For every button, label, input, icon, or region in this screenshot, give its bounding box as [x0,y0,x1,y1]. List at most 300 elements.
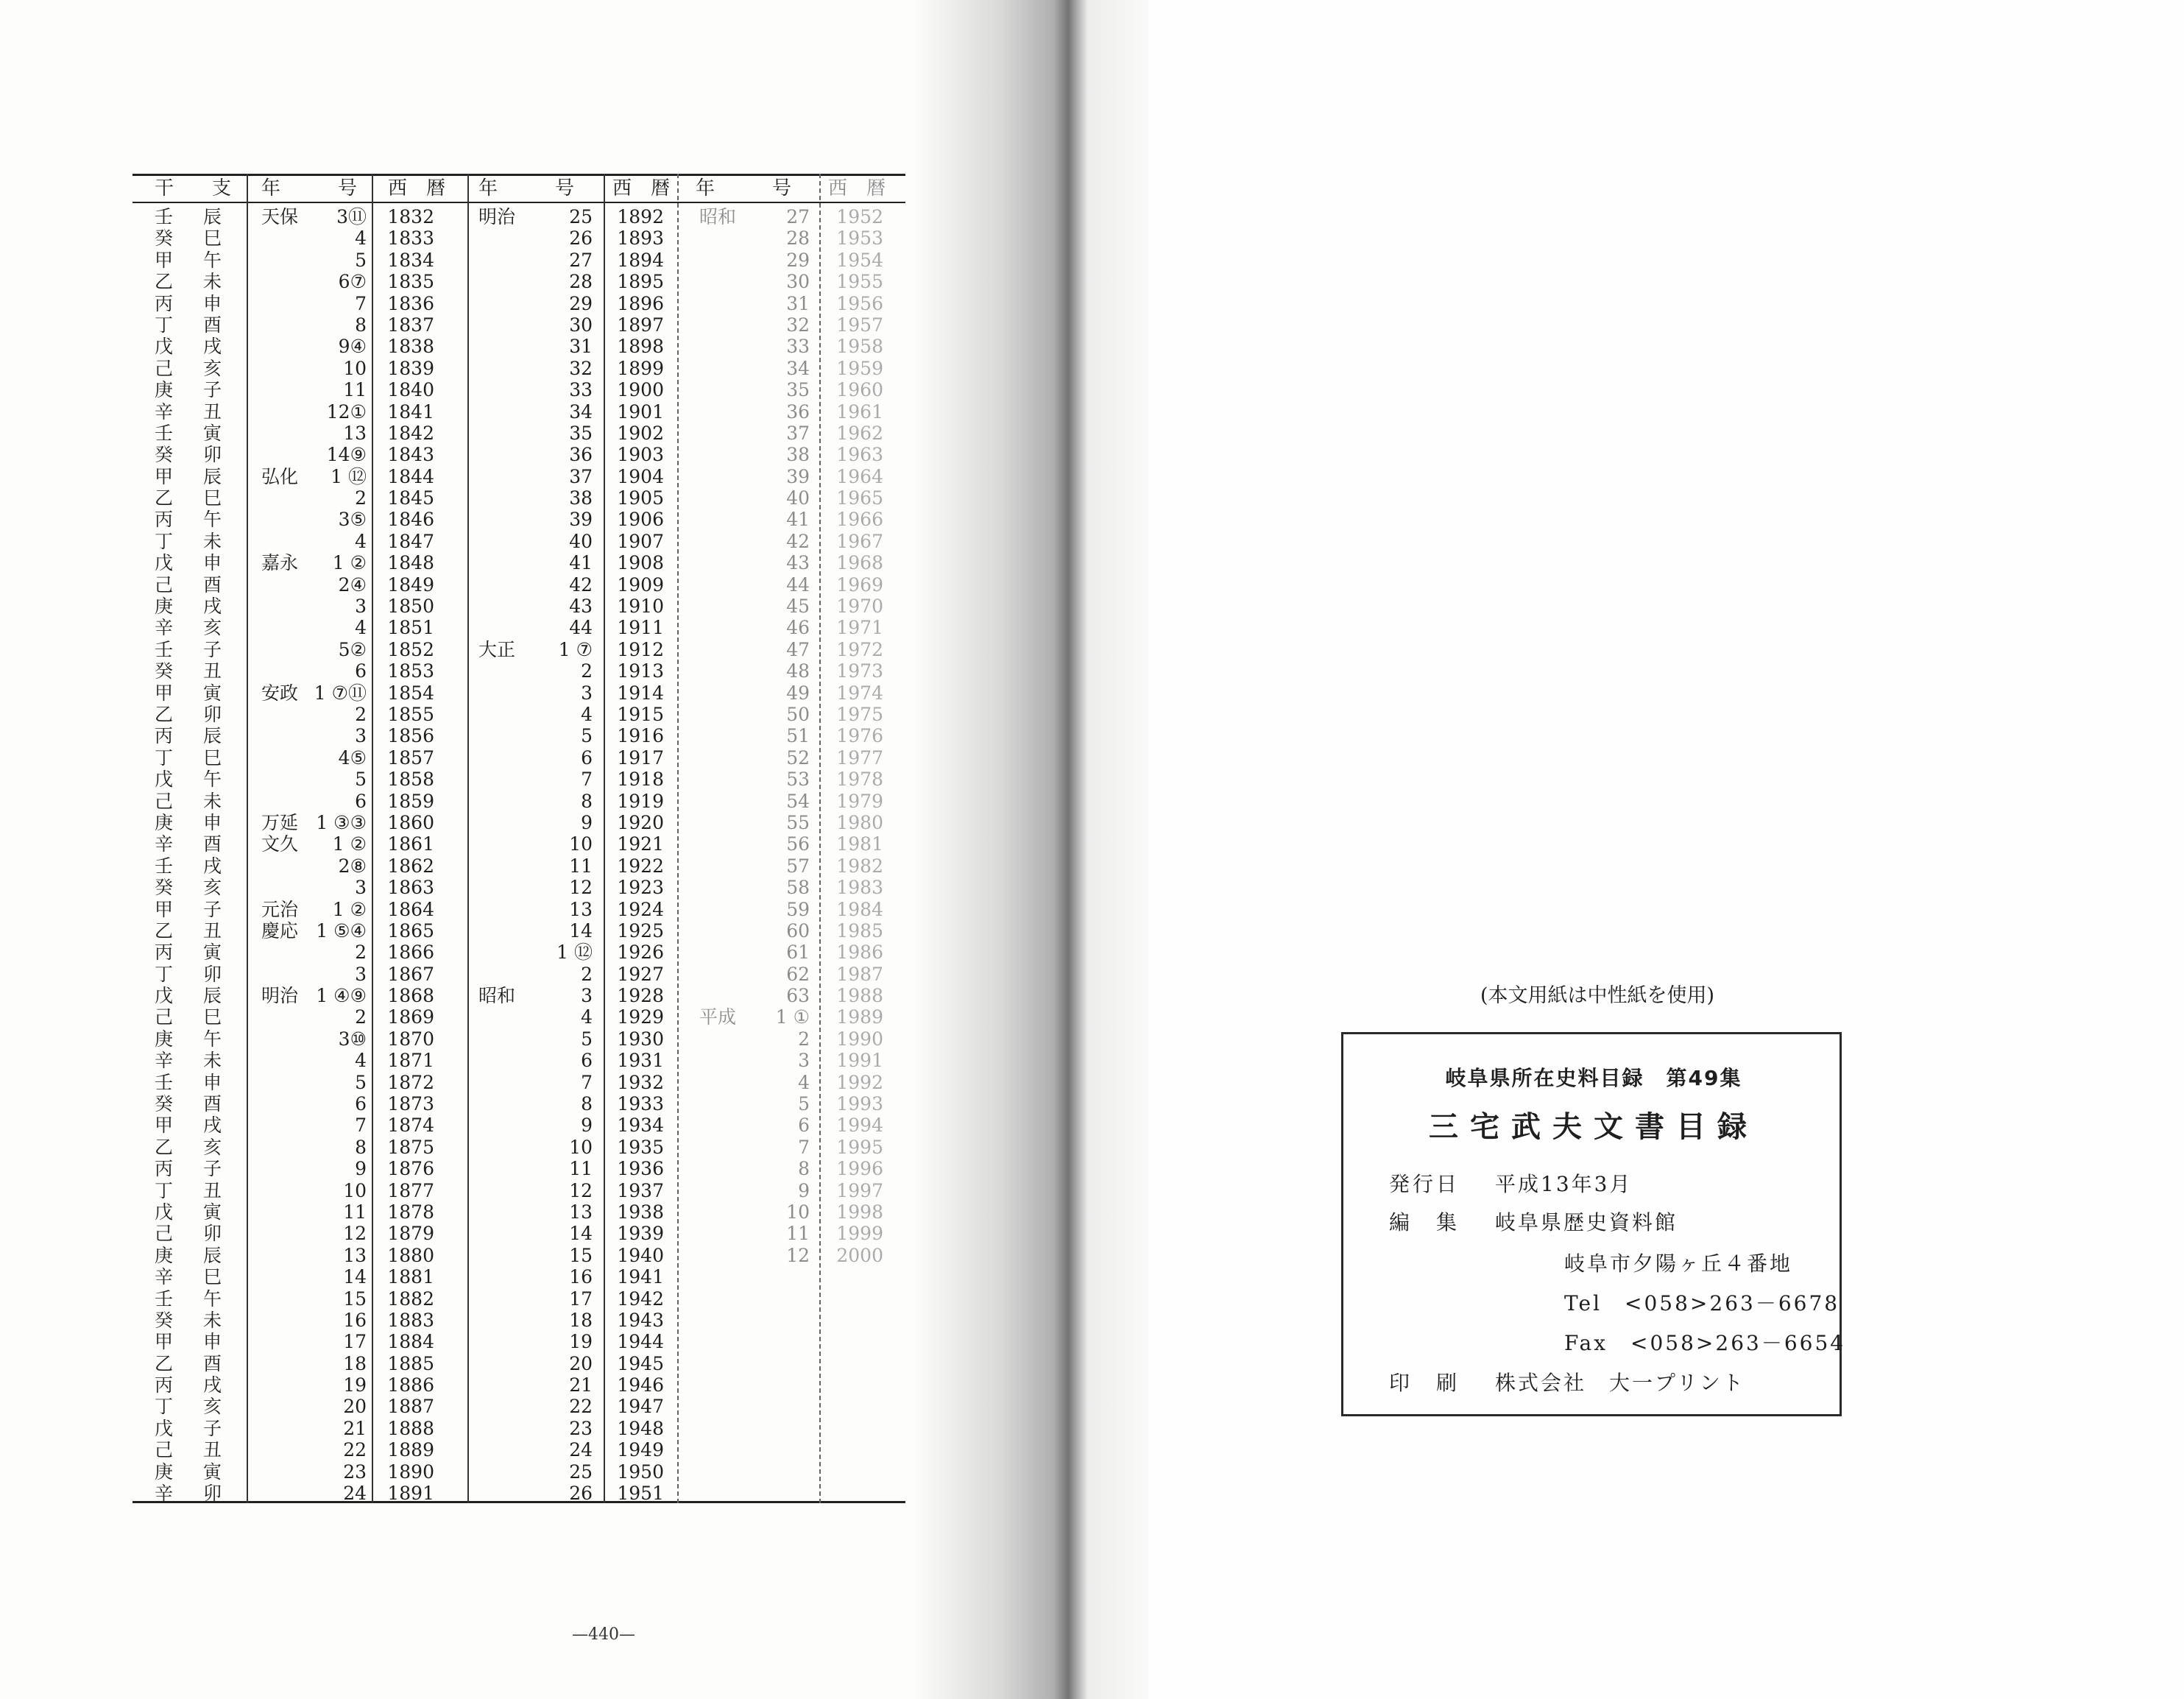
table-cell: 1 ③③ [316,811,367,833]
table-cell [478,1180,530,1201]
table-cell [699,704,751,725]
table-cell: 丁 [155,1179,174,1201]
table-cell: 39 [569,509,593,531]
table-cell: 1995 [836,1136,883,1158]
table-cell: 天保 [261,206,299,227]
table-cell: 1838 [387,336,434,358]
table-cell: 51 [786,725,810,747]
table-cell: 1863 [387,877,434,899]
table-cell: 30 [569,314,593,336]
table-cell: 26 [569,1483,593,1505]
table-cell [261,964,313,985]
table-cell: 己 [155,1006,174,1028]
table-cell: 丁 [155,963,174,985]
table-cell: 1914 [617,682,664,704]
table-cell: 嘉永 [261,552,299,574]
header-era-3: 年 号 [696,177,792,199]
table-cell: 28 [786,227,810,250]
table-cell: 19 [569,1331,593,1353]
table-cell: 子 [203,1417,222,1439]
table-cell: 1970 [836,596,883,618]
table-cell [261,293,313,314]
table-cell: 18 [343,1352,367,1374]
table-cell: 辛 [155,1050,174,1072]
table-cell [261,1439,313,1460]
table-cell: 44 [569,617,593,639]
table-cell [478,617,530,638]
table-cell: 元治 [261,898,299,920]
table-cell: 庚 [155,1460,174,1483]
table-cell [261,1093,313,1115]
table-cell [261,487,313,509]
table-cell: 5 [355,249,367,271]
table-cell [478,250,530,271]
editor-telephone: Tel <058>263－6678 [1564,1291,1840,1315]
table-cell: 1 ⑤④ [316,919,367,942]
table-cell: 1918 [617,769,664,791]
table-cell: 2 [355,1006,367,1028]
table-cell: 5 [355,769,367,791]
table-cell [478,1158,530,1179]
table-cell: 1903 [617,444,664,466]
table-cell: 午 [203,509,222,531]
table-cell: 巳 [203,1006,222,1028]
table-cell: 1886 [387,1374,434,1396]
table-cell: 乙 [155,1136,174,1158]
table-cell: 1979 [836,790,883,812]
table-cell: 壬 [155,1071,174,1093]
table-cell: 1927 [617,963,664,985]
table-cell: 41 [786,509,810,531]
table-cell: 慶応 [261,919,299,942]
table-cell [261,855,313,877]
colophon [1341,1032,1846,1416]
table-cell: 9 [581,811,593,833]
table-cell: 6 [798,1115,810,1137]
table-cell: 2 [581,660,593,682]
column-divider [677,174,679,1503]
table-cell: 54 [786,790,810,812]
table-cell: 寅 [203,682,222,704]
table-cell: 亥 [203,1396,222,1418]
table-cell: 庚 [155,596,174,618]
table-cell: 午 [203,1028,222,1050]
paper-note: (本文用紙は中性紙を使用) [1480,984,1715,1007]
table-cell: 1871 [387,1050,434,1072]
table-cell: 1929 [617,1006,664,1028]
table-cell: 申 [203,292,222,314]
table-cell: 31 [786,292,810,314]
table-cell [261,271,313,292]
table-cell: 1894 [617,249,664,271]
table-cell [699,682,751,704]
table-cell: 大正 [478,638,516,660]
table-cell: 1834 [387,249,434,271]
table-cell: 1923 [617,877,664,899]
printer-label: 印 刷 [1389,1371,1460,1395]
table-cell: 明治 [261,985,299,1007]
table-cell: 37 [569,465,593,487]
table-cell: 30 [786,271,810,293]
table-cell: 1846 [387,509,434,531]
table-cell: 1932 [617,1071,664,1093]
right-page [1148,0,2184,1699]
table-cell [478,1483,530,1504]
table-cell [699,379,751,400]
table-cell [699,423,751,444]
table-cell [478,1093,530,1115]
table-cell: 1904 [617,465,664,487]
table-cell: 辛 [155,400,174,423]
table-cell: 亥 [203,1136,222,1158]
table-cell [478,509,530,530]
table-cell: 8 [355,314,367,336]
table-cell: 乙 [155,919,174,942]
table-cell [699,877,751,898]
table-cell: 1887 [387,1396,434,1418]
table-cell [261,617,313,638]
table-cell: 46 [786,617,810,639]
table-cell: 5 [355,1071,367,1093]
table-cell: 1943 [617,1309,664,1331]
table-cell: 1855 [387,703,434,725]
table-cell [478,833,530,855]
table-cell: 20 [343,1396,367,1418]
table-cell: 1881 [387,1266,434,1288]
header-kanshi: 干 支 [155,177,232,199]
table-cell: 辰 [203,1244,222,1266]
table-cell [699,444,751,465]
table-cell: 31 [569,336,593,358]
table-cell [699,1028,751,1050]
table-cell: 1866 [387,942,434,964]
table-cell [478,596,530,617]
table-cell [699,791,751,812]
table-cell: 1907 [617,530,664,552]
editor-value: 岐阜県歴史資料館 [1495,1210,1678,1234]
table-cell: 42 [786,530,810,552]
table-cell [478,314,530,336]
table-cell: 1874 [387,1115,434,1137]
table-cell [478,227,530,249]
table-cell: 11 [343,1201,367,1223]
table-cell: 1910 [617,596,664,618]
table-cell: 申 [203,811,222,833]
table-cell: 2 [798,1028,810,1050]
table-cell [261,1201,313,1223]
table-cell [261,1137,313,1158]
editor-address: 岐阜市夕陽ヶ丘４番地 [1564,1251,1793,1276]
table-cell: 35 [786,379,810,401]
table-cell: 丁 [155,530,174,552]
table-cell [699,1050,751,1071]
table-cell: 1911 [617,617,664,639]
table-cell: 39 [786,465,810,487]
table-cell: 丙 [155,942,174,964]
table-cell: 1845 [387,487,434,509]
table-cell: 1 ⑦ [558,638,593,660]
table-cell: 1919 [617,790,664,812]
table-cell [699,1201,751,1223]
table-cell: 1882 [387,1288,434,1310]
table-cell: 1920 [617,811,664,833]
table-cell: 48 [786,660,810,682]
table-cell: 6⑦ [338,271,367,293]
table-cell: 1839 [387,357,434,379]
table-cell: 3⑪ [336,206,367,227]
table-cell: 甲 [155,249,174,271]
table-cell: 卯 [203,1223,222,1245]
table-cell: 1854 [387,682,434,704]
table-cell: 2 [581,963,593,985]
table-cell: 57 [786,855,810,877]
table-cell: 壬 [155,206,174,227]
table-cell: 丙 [155,1158,174,1180]
column-divider [819,174,821,1503]
table-cell [699,985,751,1006]
table-cell: 1 ⑦⑪ [314,682,367,704]
era-name-column-2 [478,206,530,1504]
table-cell [478,552,530,573]
table-cell: 34 [786,357,810,379]
table-cell: 52 [786,746,810,769]
table-cell: 1973 [836,660,883,682]
table-cell: 10 [343,1179,367,1201]
table-cell [478,812,530,833]
table-cell [261,358,313,379]
table-cell: 申 [203,1071,222,1093]
table-cell: 4 [355,227,367,250]
table-cell: 1899 [617,357,664,379]
table-cell: 午 [203,249,222,271]
table-cell: 1851 [387,617,434,639]
table-cell: 1889 [387,1439,434,1461]
table-cell: 1984 [836,898,883,920]
table-cell [261,401,313,423]
table-cell: 32 [786,314,810,336]
table-cell [699,336,751,357]
era-conversion-table [132,174,905,1503]
table-cell [261,942,313,963]
table-cell: 4 [798,1071,810,1093]
table-cell [478,1137,530,1158]
table-cell: 1917 [617,746,664,769]
table-cell: 2 [355,487,367,509]
table-cell: 1980 [836,811,883,833]
table-cell [478,487,530,509]
table-cell: 1946 [617,1374,664,1396]
table-cell: 25 [569,206,593,227]
table-cell: 卯 [203,1483,222,1505]
western-year-column-2 [615,206,664,1504]
table-cell: 1 ② [332,552,367,574]
table-cell [261,791,313,812]
table-cell [699,1180,751,1201]
table-cell [478,293,530,314]
table-cell: 1861 [387,833,434,855]
table-cell: 巳 [203,487,222,509]
table-cell: 1974 [836,682,883,704]
table-cell: 癸 [155,660,174,682]
table-cell: 14 [343,1266,367,1288]
table-cell [699,747,751,769]
table-cell [699,1245,751,1266]
table-cell: 28 [569,271,593,293]
table-cell: 未 [203,1309,222,1331]
table-cell: 未 [203,271,222,293]
table-cell [261,747,313,769]
column-divider [372,174,373,1503]
table-cell: 1875 [387,1136,434,1158]
table-cell: 33 [569,379,593,401]
table-cell: 4 [581,1006,593,1028]
header-western-year-3: 西 暦 [828,177,886,199]
header-western-year-1: 西 暦 [388,177,446,199]
table-cell: 1885 [387,1352,434,1374]
table-cell: 4 [355,617,367,639]
table-cell: 1988 [836,985,883,1007]
table-cell: 20 [569,1352,593,1374]
table-cell [699,401,751,423]
table-cell: 丑 [203,1179,222,1201]
table-cell: 1991 [836,1050,883,1072]
table-cell: 1993 [836,1093,883,1115]
table-cell: 1860 [387,811,434,833]
table-cell: 1862 [387,855,434,877]
table-cell: 1939 [617,1223,664,1245]
column-divider [604,174,605,1503]
table-cell: 酉 [203,1352,222,1374]
table-cell [699,227,751,249]
table-cell: 4 [581,703,593,725]
table-cell: 1985 [836,919,883,942]
table-cell: 1852 [387,638,434,660]
table-cell [261,877,313,898]
table-cell: 23 [343,1460,367,1483]
table-cell: 1972 [836,638,883,660]
table-cell: 戊 [155,552,174,574]
table-cell: 1 ⑫ [556,942,593,964]
table-cell: 13 [569,1201,593,1223]
table-cell: 1969 [836,573,883,596]
table-cell: 1925 [617,919,664,942]
table-cell: 40 [569,530,593,552]
table-cell [261,531,313,552]
table-cell [699,250,751,271]
table-cell: 1976 [836,725,883,747]
table-cell [478,855,530,877]
table-cell: 1892 [617,206,664,227]
table-cell [261,1266,313,1288]
table-cell: 21 [343,1417,367,1439]
table-cell: 1930 [617,1028,664,1050]
table-cell: 7 [581,1071,593,1093]
table-cell [699,1158,751,1179]
table-cell: 辰 [203,985,222,1007]
table-cell: 1981 [836,833,883,855]
table-cell: 庚 [155,1028,174,1050]
table-cell: 1938 [617,1201,664,1223]
table-cell: 乙 [155,271,174,293]
table-cell: 22 [569,1396,593,1418]
table-cell [699,725,751,746]
column-divider [247,174,248,1503]
table-cell: 10 [786,1201,810,1223]
table-cell [699,1223,751,1244]
table-cell [261,1288,313,1310]
table-cell [478,704,530,725]
table-cell [261,1461,313,1483]
table-cell [699,487,751,509]
table-cell: 乙 [155,703,174,725]
table-cell: 3⑤ [338,509,367,531]
table-cell: 1858 [387,769,434,791]
table-cell: 巳 [203,1266,222,1288]
table-cell [261,1331,313,1352]
page-number: —440— [572,1625,635,1644]
table-cell: 34 [569,400,593,423]
table-cell: 戊 [155,985,174,1007]
table-cell: 昭和 [478,985,516,1007]
table-cell: 戊 [155,769,174,791]
table-cell [261,1374,313,1396]
table-cell: 1992 [836,1071,883,1093]
table-cell: 1836 [387,292,434,314]
table-cell: 癸 [155,877,174,899]
table-cell: 1958 [836,336,883,358]
table-cell: 己 [155,790,174,812]
table-cell [261,444,313,465]
table-cell: 1906 [617,509,664,531]
table-cell: 1983 [836,877,883,899]
table-cell: 27 [786,206,810,227]
table-cell: 癸 [155,444,174,466]
table-cell: 酉 [203,314,222,336]
table-cell: 4 [355,1050,367,1072]
book-title: 三宅武夫文書目録 [1429,1110,1759,1144]
table-cell [261,596,313,617]
table-cell: 1945 [617,1352,664,1374]
table-cell [478,1245,530,1266]
table-cell: 昭和 [699,206,737,227]
table-cell: 1996 [836,1158,883,1180]
table-cell: 酉 [203,833,222,855]
table-cell: 1928 [617,985,664,1007]
table-cell [261,250,313,271]
table-cell: 5 [798,1093,810,1115]
table-cell: 63 [786,985,810,1007]
table-cell: 1867 [387,963,434,985]
table-cell: 癸 [155,1309,174,1331]
table-cell: 辰 [203,465,222,487]
table-cell: 丙 [155,725,174,747]
table-cell: 1847 [387,530,434,552]
table-cell [261,1006,313,1028]
table-cell: 38 [786,444,810,466]
table-cell: 辛 [155,617,174,639]
table-cell: 壬 [155,422,174,444]
table-cell: 7 [798,1136,810,1158]
western-year-column-1 [379,206,434,1504]
table-cell: 1897 [617,314,664,336]
table-cell: 戊 [155,1417,174,1439]
table-cell: 子 [203,1158,222,1180]
table-cell [478,1006,530,1028]
table-cell: 1901 [617,400,664,423]
table-cell [478,660,530,682]
table-cell: 35 [569,422,593,444]
table-cell: 56 [786,833,810,855]
